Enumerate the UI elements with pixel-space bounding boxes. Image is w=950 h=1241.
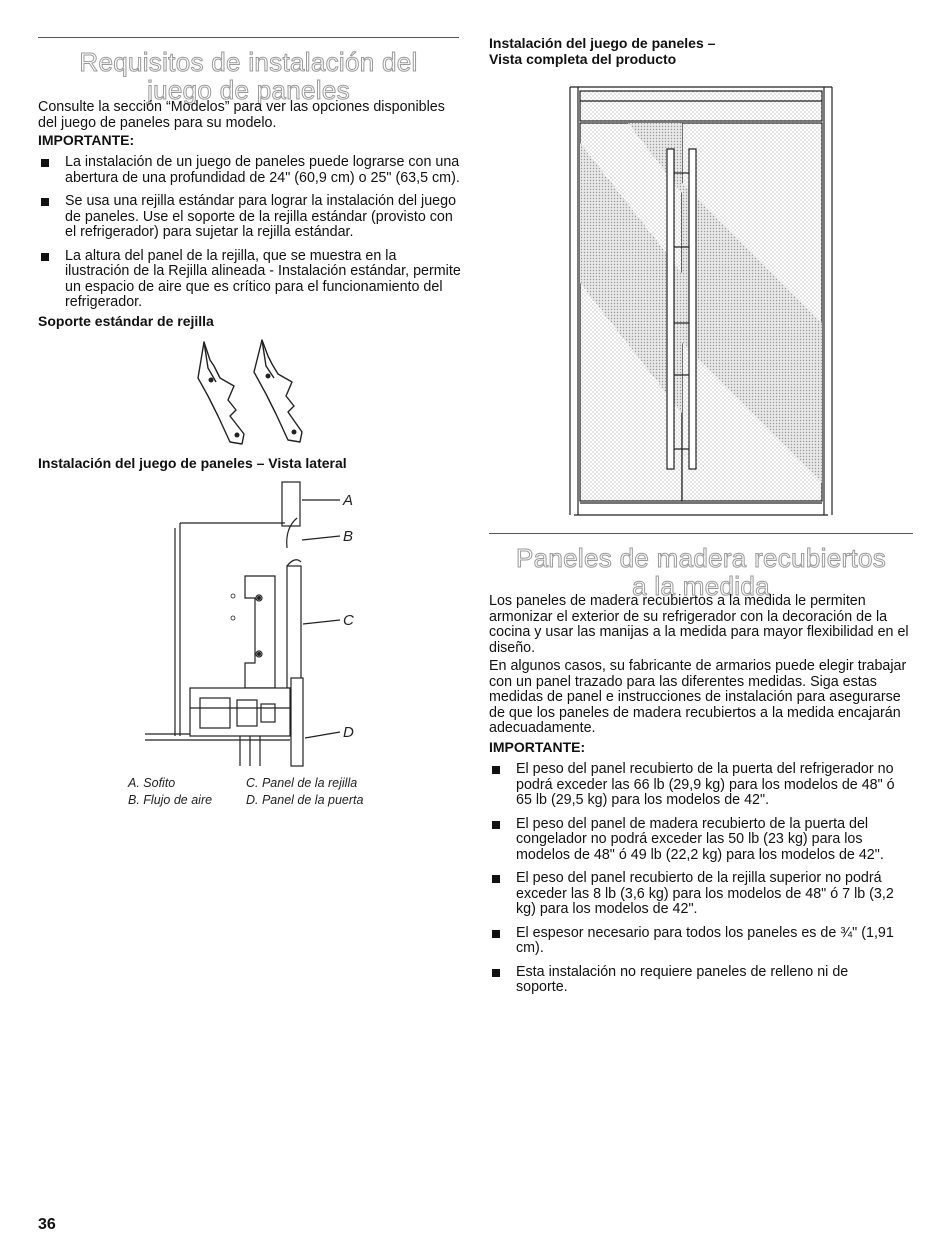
heading-line: Vista completa del producto: [489, 50, 677, 67]
side-view-heading: Instalación del juego de paneles – Vista lateral: [38, 455, 347, 471]
callout-c: C: [343, 612, 354, 629]
full-view-heading: [489, 36, 909, 67]
list-item: El peso del panel de madera recubierto de la puerta del congelador no podrá exceder las 50 lb (23 kg) para los modelos de 48" ó 49 lb (22,2 kg) para los modelos de 42".: [489, 817, 901, 864]
list-item: La instalación de un juego de paneles puede lograrse con una abertura de una profundidad de 24" (60,9 cm) o 25" (63,5 cm).: [38, 155, 463, 186]
title-line: Requisitos de instalación del: [79, 47, 418, 77]
title-line: Paneles de madera recubiertos: [515, 543, 887, 573]
important-label: IMPORTANTE:: [489, 739, 586, 755]
bullet-icon: [492, 930, 500, 938]
callout-a: A: [343, 492, 354, 509]
top-rule-left: [38, 37, 459, 38]
bullet-icon: [492, 766, 500, 774]
top-rule-right: [489, 533, 913, 534]
title-line: a la medida: [632, 571, 770, 601]
section-title-panel-kit-requirements: [38, 48, 459, 104]
caption-a: A. Sofito: [128, 776, 176, 790]
caption-b: B. Flujo de aire: [128, 793, 213, 807]
callout-b: B: [343, 528, 354, 545]
intro-paragraph: Consulte la sección “Modelos” para ver las opciones disponibles del juego de paneles para su modelo.: [38, 99, 445, 131]
bullet-icon: [492, 821, 500, 829]
caption-c: C. Panel de la rejilla: [246, 776, 358, 790]
list-item: Esta instalación no requiere paneles de relleno ni de soporte.: [489, 965, 901, 996]
requirements-list: [38, 155, 463, 319]
paragraph: Los paneles de madera recubiertos a la medida le permiten armonizar el exterior de su refrigerador con la decoración de la cocina y usar las manijas a la medida para mayor flexibilidad en el diseño.: [489, 593, 909, 656]
list-item: El peso del panel recubierto de la rejilla superior no podrá exceder las 8 lb (3,6 kg) para los modelos de 48" ó 7 lb (3,2 kg) para los modelos de 42".: [489, 871, 901, 918]
side-view-illustration: [145, 478, 365, 768]
grille-bracket-illustration: [190, 338, 310, 450]
page-number: 36: [38, 1216, 56, 1233]
heading-line: Instalación del juego de paneles –: [489, 35, 716, 51]
title-line: juego de paneles: [147, 75, 350, 105]
list-item: El peso del panel recubierto de la puerta del refrigerador no podrá exceder las 66 lb (29,9 kg) para los modelos de 48" ó 65 lb (29,5 kg) para los modelos de 42".: [489, 762, 901, 809]
bullet-icon: [41, 159, 49, 167]
bullet-icon: [41, 253, 49, 261]
callout-d: D: [343, 724, 354, 741]
caption-d: D. Panel de la puerta: [246, 793, 364, 807]
bullet-icon: [492, 875, 500, 883]
list-item: Se usa una rejilla estándar para lograr la instalación del juego de paneles. Use el soporte de la rejilla estándar (provisto con el refrigerador) para sujetar la rejilla estándar.: [38, 194, 463, 241]
bullet-icon: [492, 969, 500, 977]
list-item: El espesor necesario para todos los paneles es de ¾" (1,91 cm).: [489, 926, 901, 957]
bullet-icon: [41, 198, 49, 206]
important-label: IMPORTANTE:: [38, 132, 135, 148]
bracket-heading: Soporte estándar de rejilla: [38, 313, 214, 329]
paragraph: En algunos casos, su fabricante de armarios puede elegir trabajar con un panel trazado para las diferentes medidas. Siga estas medidas de panel e instrucciones de instalación para asegurarse de que los paneles de madera recubiertos a la medida encajarán adecuadamente.: [489, 658, 907, 736]
full-product-view-illustration: [568, 83, 834, 517]
section-title-custom-wood-panels: [489, 544, 913, 600]
weight-requirements-list: [489, 762, 901, 1004]
list-item: La altura del panel de la rejilla, que se muestra en la ilustración de la Rejilla alineada - Instalación estándar, permite un espacio de aire que es crítico para el funcionamiento del refrigerador.: [38, 249, 463, 311]
